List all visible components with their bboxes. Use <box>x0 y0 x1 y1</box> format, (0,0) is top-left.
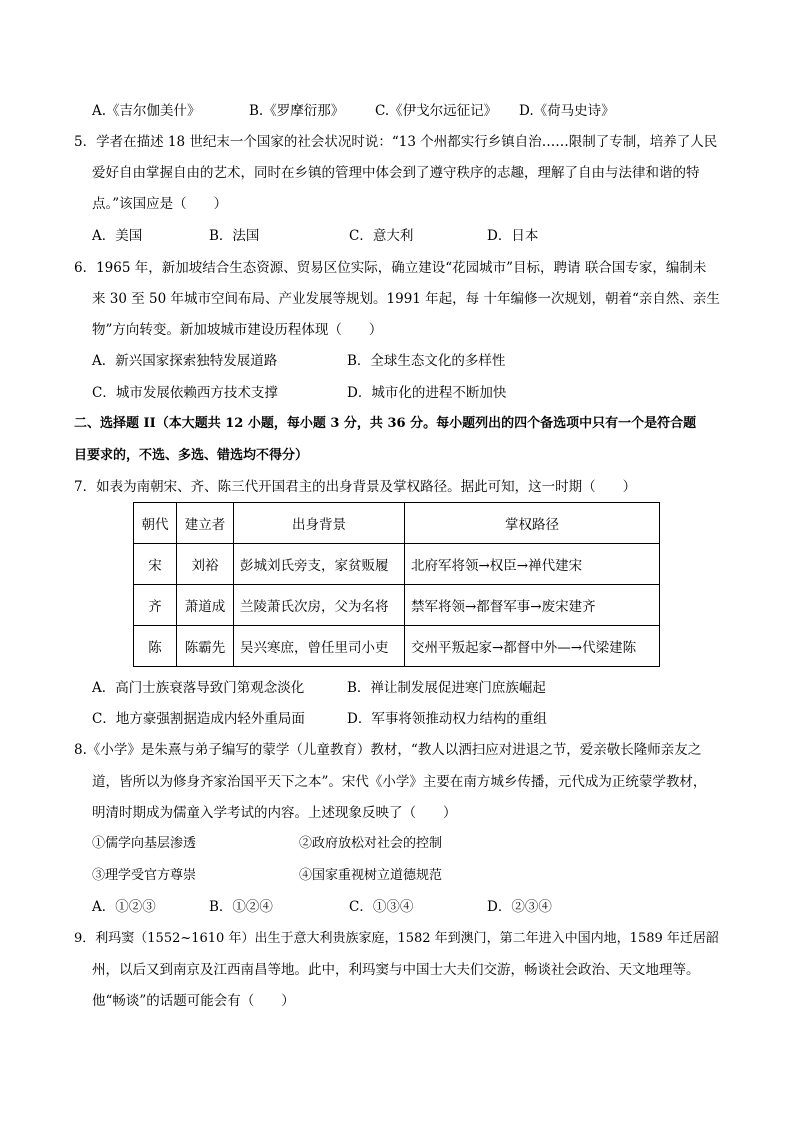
q6-stem-line-2: 来 30 至 50 年城市空间布局、产业发展等规划。1991 年起，每 十年编修一次规划，朝着“亲自然、亲生 <box>92 291 720 307</box>
table-row <box>134 544 660 585</box>
q7-options-row-1 <box>92 678 692 698</box>
q7-stem: 7．如表为南朝宋、齐、陈三代开国君主的出身背景及掌权路径。据此可知，这一时期（ ） <box>74 479 637 495</box>
q8-option-a[interactable]: A．①②③ <box>92 899 156 915</box>
q8-item-3: ③理学受官方尊崇 <box>92 868 197 883</box>
q5-option-b[interactable]: B．法国 <box>209 228 260 244</box>
q4-option-b[interactable]: B.《罗摩衍那》 <box>249 103 345 119</box>
table-header-row <box>134 503 660 544</box>
q6-option-a[interactable]: A．新兴国家探索独特发展道路 <box>92 353 278 369</box>
q8-item-4: ④国家重视树立道德规范 <box>299 868 443 883</box>
q8-options <box>92 897 692 917</box>
q8-option-c[interactable]: C．①③④ <box>349 899 414 915</box>
q7-option-b[interactable]: B．禅让制发展促进寒门庶族崛起 <box>347 680 546 696</box>
q6-options-row-1 <box>92 351 692 371</box>
q5-option-c[interactable]: C．意大利 <box>349 228 414 244</box>
q8-stem-line-1: 8.《小学》是朱熹与弟子编写的蒙学（儿童教育）教材，“教人以洒扫应对进退之节，爱亲敬长隆师亲友之 <box>74 742 702 758</box>
q9-stem-line-1: 9．利玛窦（1552~1610 年）出生于意大利贵族家庭，1582 年到澳门，第二年进入中国内地，1589 年迁居韶 <box>74 931 719 946</box>
q5-option-d[interactable]: D．日本 <box>487 228 539 244</box>
table-cell: 陈霸先 <box>177 626 234 667</box>
table-cell: 刘裕 <box>177 544 234 585</box>
table-cell: 交州平叛起家→都督中外—→代梁建陈 <box>405 626 660 667</box>
q6-option-d[interactable]: D．城市化的进程不断加快 <box>347 385 507 401</box>
section-2-heading-line-2: 目要求的，不选、多选、错选均不得分） <box>74 448 309 463</box>
table-cell: 陈 <box>134 626 177 667</box>
table-cell: 彭城刘氏旁支，家贫贩履 <box>234 544 405 585</box>
table-cell: 萧道成 <box>177 585 234 626</box>
table-row <box>134 626 660 667</box>
table-row <box>134 585 660 626</box>
q6-option-b[interactable]: B．全球生态文化的多样性 <box>347 353 506 369</box>
q5-options <box>92 226 692 246</box>
q8-option-b[interactable]: B．①②④ <box>209 899 273 915</box>
table-cell: 北府军将领→权臣→禅代建宋 <box>405 544 660 585</box>
q5-stem-line-3: 点。”该国应是（ ） <box>92 196 228 212</box>
table-cell: 禁军将领→都督军事→废宋建齐 <box>405 585 660 626</box>
q7-table <box>133 502 660 667</box>
table-header-cell: 出身背景 <box>234 503 405 544</box>
table-cell: 兰陵萧氏次房，父为名将 <box>234 585 405 626</box>
q7-option-c[interactable]: C．地方豪强割据造成内轻外重局面 <box>92 711 305 727</box>
q5-stem-line-2: 爱好自由掌握自由的艺术，同时在乡镇的管理中体会到了遵守秩序的志趣，理解了自由与法律和谐的特 <box>92 165 700 181</box>
q6-options-row-2 <box>92 383 692 403</box>
table-header-cell: 朝代 <box>134 503 177 544</box>
q4-option-a[interactable]: A.《吉尔伽美什》 <box>92 103 201 119</box>
q8-item-1: ①儒学向基层渗透 <box>92 836 197 851</box>
q8-items-row-1 <box>92 834 692 854</box>
table-cell: 齐 <box>134 585 177 626</box>
q6-stem-line-3: 物”方向转变。新加坡城市建设历程体现（ ） <box>92 322 383 338</box>
q4-options <box>92 101 712 121</box>
q5-stem-line-1: 5．学者在描述 18 世纪末一个国家的社会状况时说：“13 个州都实行乡镇自治……限制了专制，培养了人民 <box>74 134 718 150</box>
q7-options-row-2 <box>92 709 692 729</box>
q8-stem-line-3: 明清时期成为儒童入学考试的内容。上述现象反映了（ ） <box>92 805 457 821</box>
q4-option-d[interactable]: D.《荷马史诗》 <box>519 103 615 119</box>
q8-option-d[interactable]: D．②③④ <box>487 899 552 915</box>
q5-option-a[interactable]: A．美国 <box>92 228 143 244</box>
q9-stem-line-3: 他“畅谈”的话题可能会有（ ） <box>92 993 295 1009</box>
q7-option-d[interactable]: D．军事将领推动权力结构的重组 <box>347 711 547 727</box>
q8-stem-line-2: 道，皆所以为修身齐家治国平天下之本”。宋代《小学》主要在南方城乡传播，元代成为正统蒙学教材， <box>92 774 707 790</box>
q9-stem-line-2: 州，以后又到南京及江西南昌等地。此中，利玛窦与中国士大夫们交游，畅谈社会政治、天文地理等。 <box>92 962 700 978</box>
table-header-cell: 掌权路径 <box>405 503 660 544</box>
q8-item-2: ②政府放松对社会的控制 <box>299 836 443 851</box>
table-cell: 吴兴寒庶，曾任里司小吏 <box>234 626 405 667</box>
table-cell: 宋 <box>134 544 177 585</box>
q7-option-a[interactable]: A．高门士族衰落导致门第观念淡化 <box>92 680 305 696</box>
q8-items-row-2 <box>92 866 692 886</box>
table-header-cell: 建立者 <box>177 503 234 544</box>
q6-option-c[interactable]: C．城市发展依赖西方技术支撑 <box>92 385 278 401</box>
q6-stem-line-1: 6．1965 年，新加坡结合生态资源、贸易区位实际，确立建设“花园城市”目标，聘请 联合国专家，编制未 <box>74 260 707 276</box>
section-2-heading-line-1: 二、选择题 II（本大题共 12 小题，每小题 3 分，共 36 分。每小题列出的四个备选项中只有一个是符合题 <box>74 416 697 431</box>
q4-option-c[interactable]: C.《伊戈尔远征记》 <box>375 103 498 119</box>
